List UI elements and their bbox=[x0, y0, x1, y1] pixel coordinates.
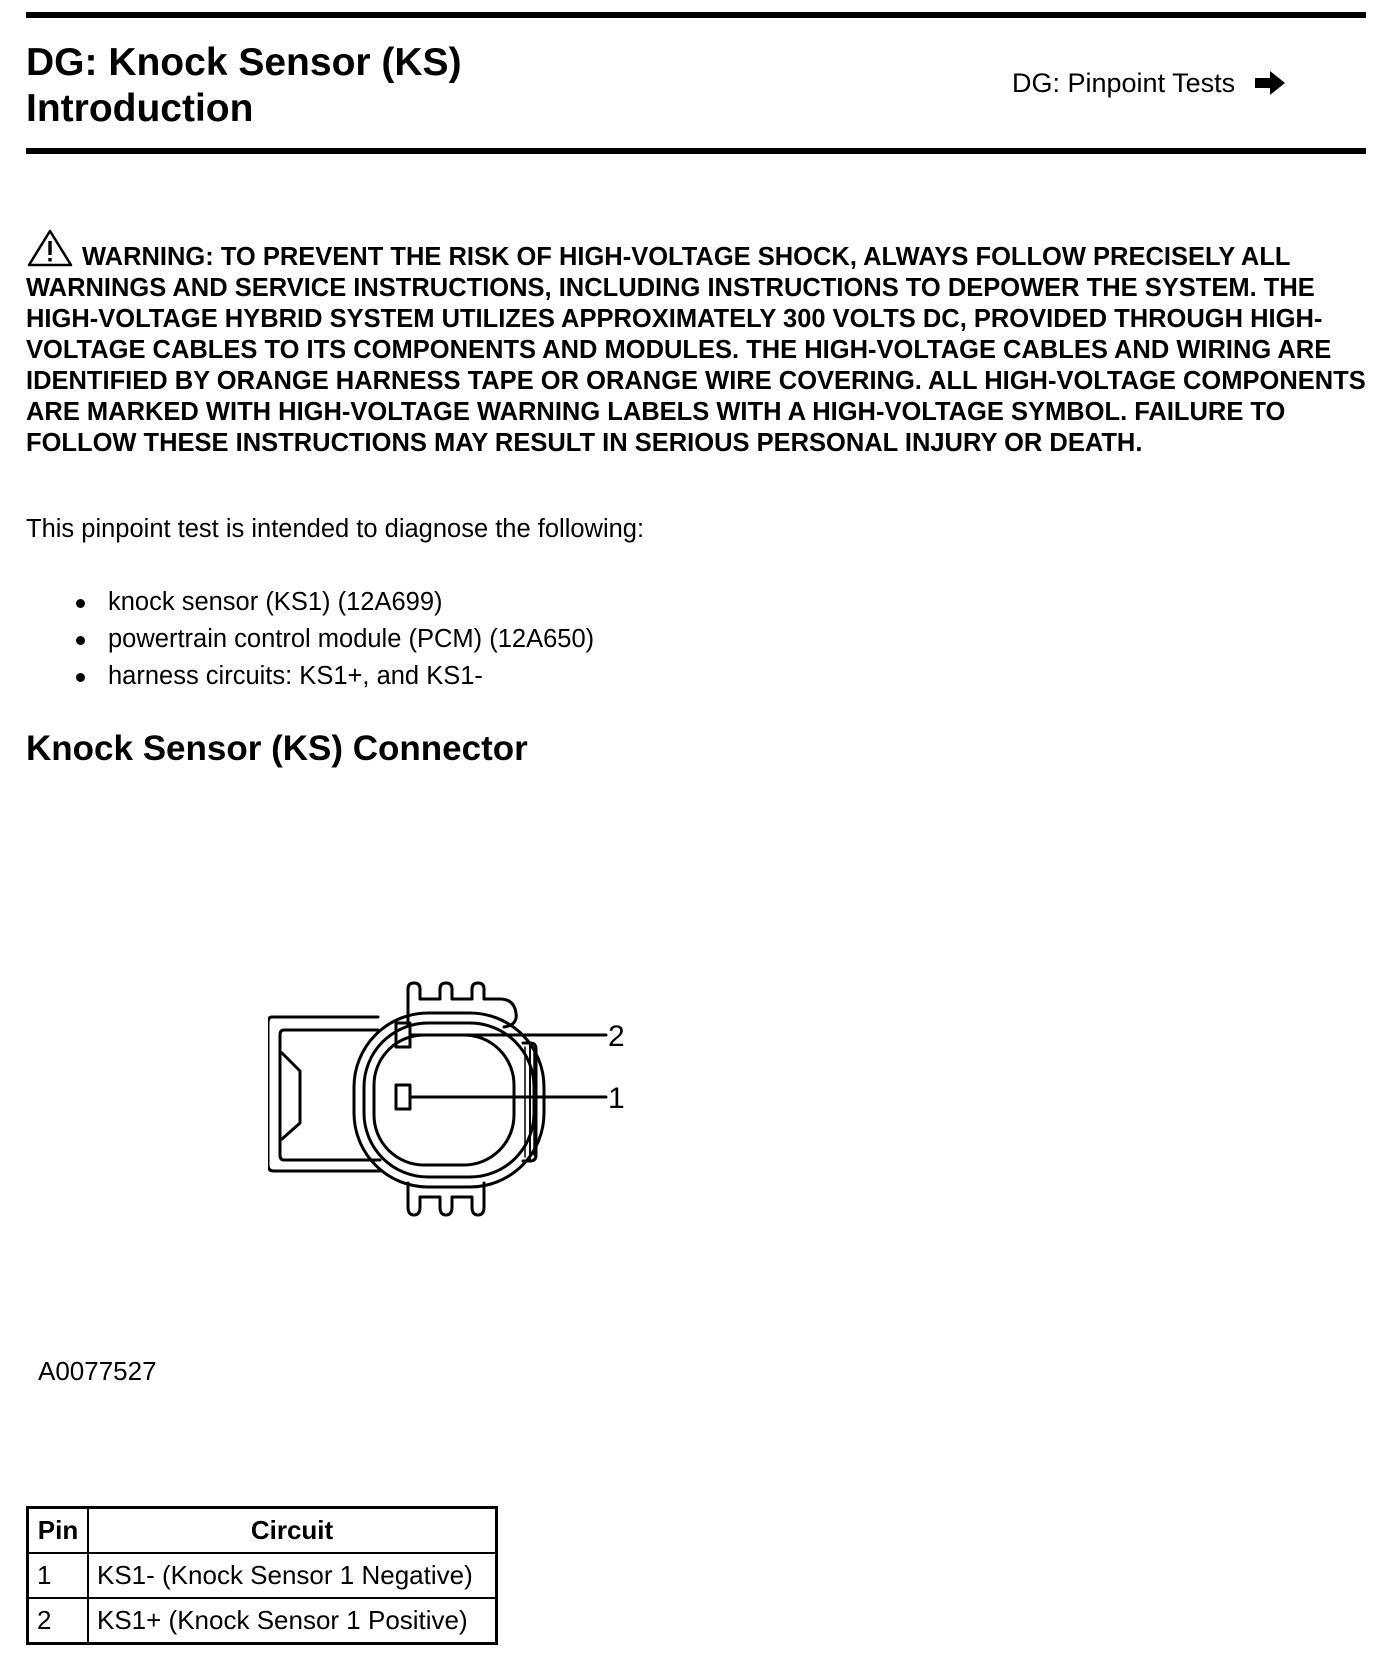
arrow-right-icon bbox=[1253, 70, 1287, 96]
header-top-rule bbox=[26, 12, 1366, 18]
pin-label-2: 2 bbox=[608, 1020, 625, 1053]
bullet-icon bbox=[76, 599, 85, 608]
page-title-line1: DG: Knock Sensor (KS) bbox=[26, 41, 462, 84]
connector-diagram bbox=[268, 975, 688, 1225]
pin-circuit-table bbox=[26, 1506, 498, 1645]
column-header-pin: Pin bbox=[28, 1508, 89, 1554]
page-title-line2: Introduction bbox=[26, 87, 254, 130]
next-page-link[interactable] bbox=[1012, 66, 1287, 100]
next-page-link-label: DG: Pinpoint Tests bbox=[1012, 68, 1236, 98]
list-item bbox=[66, 621, 594, 658]
table-cell-circuit: KS1+ (Knock Sensor 1 Positive) bbox=[88, 1598, 497, 1644]
table-cell-pin: 2 bbox=[28, 1598, 89, 1644]
connector-latch-notch bbox=[282, 1053, 300, 1139]
table-cell-circuit: KS1- (Knock Sensor 1 Negative) bbox=[88, 1553, 497, 1598]
list-item-text: powertrain control module (PCM) (12A650) bbox=[108, 625, 595, 653]
list-item-text: harness circuits: KS1+, and KS1- bbox=[108, 662, 483, 690]
list-item bbox=[66, 584, 594, 621]
warning-text: WARNING: TO PREVENT THE RISK OF HIGH-VOLTAGE SHOCK, ALWAYS FOLLOW PRECISELY ALL WARNINGS AND SERVICE INSTRUCTIONS, INCLUDING INSTRUCTIONS TO DEPOWER THE SYSTEM. THE HIGH-VOLTAGE HYBRID SYSTEM UTILIZES APPROXIMATELY 300 VOLTS DC, PROVIDED THROUGH HIGH-VOLTAGE CABLES TO ITS COMPONENTS AND MODULES. THE HIGH-VOLTAGE CABLES AND WIRING ARE IDENTIFIED BY ORANGE HARNESS TAPE OR ORANGE WIRE COVERING. ALL HIGH-VOLTAGE COMPONENTS ARE MARKED WITH HIGH-VOLTAGE WARNING LABELS WITH A HIGH-VOLTAGE SYMBOL. FAILURE TO FOLLOW THESE INSTRUCTIONS MAY RESULT IN SERIOUS PERSONAL INJURY OR DEATH. bbox=[26, 243, 1366, 457]
table-header-row bbox=[28, 1508, 497, 1554]
column-header-circuit: Circuit bbox=[88, 1508, 497, 1554]
page-title bbox=[26, 40, 926, 132]
table-row bbox=[28, 1598, 497, 1644]
intro-text: This pinpoint test is intended to diagnose the following: bbox=[26, 515, 645, 543]
figure-id: A0077527 bbox=[38, 1356, 157, 1386]
warning-notice bbox=[26, 228, 1366, 459]
list-item-text: knock sensor (KS1) (12A699) bbox=[108, 588, 443, 616]
header-bottom-rule bbox=[26, 148, 1366, 154]
table-cell-pin: 1 bbox=[28, 1553, 89, 1598]
warning-triangle-icon bbox=[26, 228, 74, 268]
pin-label-1: 1 bbox=[608, 1082, 625, 1115]
section-title: Knock Sensor (KS) Connector bbox=[26, 729, 528, 768]
table-row bbox=[28, 1553, 497, 1598]
connector-mid-housing bbox=[364, 1023, 534, 1177]
bullet-icon bbox=[76, 673, 85, 682]
pin-terminal-1 bbox=[396, 1085, 410, 1109]
diagnose-list bbox=[66, 584, 594, 695]
list-item bbox=[66, 658, 594, 695]
bullet-icon bbox=[76, 636, 85, 645]
